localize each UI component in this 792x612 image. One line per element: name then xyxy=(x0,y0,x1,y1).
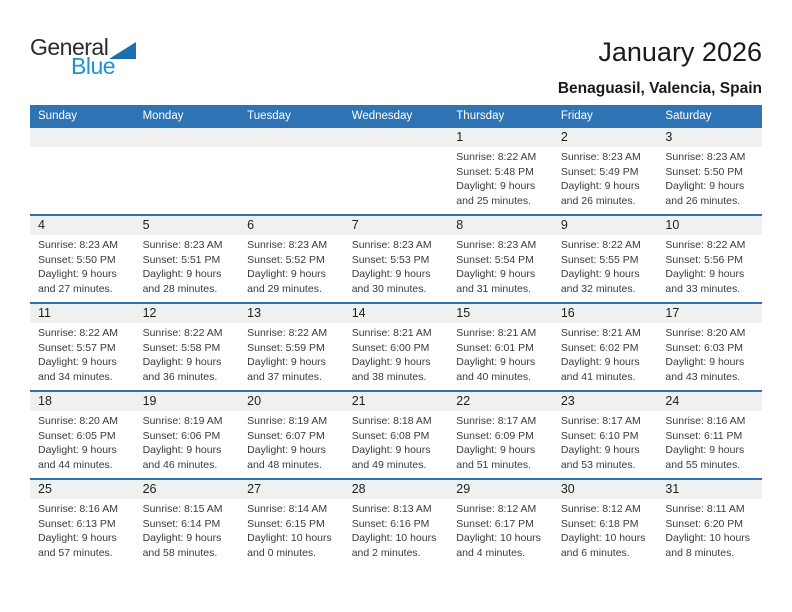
day-daylight-line1: Daylight: 9 hours xyxy=(560,268,640,280)
day-number: 5 xyxy=(135,216,240,235)
day-sunrise: Sunrise: 8:14 AM xyxy=(247,503,328,515)
day-details xyxy=(553,499,658,560)
day-details xyxy=(657,499,762,560)
day-details xyxy=(553,147,658,208)
day-number: 29 xyxy=(448,480,553,499)
day-sunrise: Sunrise: 8:17 AM xyxy=(560,415,641,427)
header-titles xyxy=(558,38,762,98)
day-sunrise: Sunrise: 8:18 AM xyxy=(351,415,432,427)
day-daylight-line1: Daylight: 9 hours xyxy=(38,532,117,544)
day-daylight-line2: and 36 minutes. xyxy=(142,370,218,383)
calendar-day-cell xyxy=(344,304,449,390)
day-daylight-line1: Daylight: 10 hours xyxy=(560,532,646,544)
day-sunrise: Sunrise: 8:19 AM xyxy=(247,415,328,427)
day-details xyxy=(135,235,240,296)
calendar-day-cell xyxy=(657,304,762,390)
day-sunrise: Sunrise: 8:11 AM xyxy=(665,503,745,515)
day-daylight-line1: Daylight: 9 hours xyxy=(665,268,745,280)
day-sunrise: Sunrise: 8:23 AM xyxy=(142,239,223,251)
day-details xyxy=(135,147,240,150)
location-subtitle: Benaguasil, Valencia, Spain xyxy=(557,79,762,97)
day-sunset: Sunset: 6:16 PM xyxy=(351,517,430,530)
day-daylight-line2: and 25 minutes. xyxy=(456,194,531,207)
day-daylight-line2: and 32 minutes. xyxy=(560,282,636,295)
day-number xyxy=(135,128,240,147)
day-daylight-line2: and 43 minutes. xyxy=(665,370,741,383)
day-daylight-line2: and 30 minutes. xyxy=(351,282,427,295)
day-sunset: Sunset: 6:15 PM xyxy=(247,517,325,530)
calendar-day-cell xyxy=(239,304,344,390)
day-sunset: Sunset: 5:49 PM xyxy=(560,165,639,178)
day-details xyxy=(553,411,658,472)
day-daylight-line1: Daylight: 9 hours xyxy=(456,268,536,280)
day-details xyxy=(657,323,762,384)
day-daylight-line2: and 57 minutes. xyxy=(38,546,113,559)
day-number: 26 xyxy=(135,480,240,499)
day-daylight-line2: and 4 minutes. xyxy=(456,546,526,559)
day-daylight-line1: Daylight: 9 hours xyxy=(142,532,222,544)
day-daylight-line2: and 26 minutes. xyxy=(560,194,636,207)
day-daylight-line2: and 28 minutes. xyxy=(142,282,218,295)
day-number: 19 xyxy=(135,392,240,411)
page-title: January 2026 xyxy=(598,37,762,67)
day-sunset: Sunset: 5:50 PM xyxy=(38,253,116,266)
day-sunrise: Sunrise: 8:23 AM xyxy=(665,151,746,163)
day-sunset: Sunset: 5:55 PM xyxy=(560,253,639,266)
day-number: 18 xyxy=(30,392,135,411)
day-daylight-line1: Daylight: 9 hours xyxy=(456,356,536,368)
weekday-saturday: Saturday xyxy=(665,109,712,122)
weekday-thursday: Thursday xyxy=(456,109,505,122)
day-sunrise: Sunrise: 8:17 AM xyxy=(456,415,537,427)
day-daylight-line1: Daylight: 9 hours xyxy=(142,356,222,368)
calendar-day-cell xyxy=(448,480,553,566)
day-number: 12 xyxy=(135,304,240,323)
day-sunrise: Sunrise: 8:16 AM xyxy=(38,503,118,515)
weekday-friday: Friday xyxy=(560,109,593,122)
day-sunrise: Sunrise: 8:22 AM xyxy=(560,239,641,251)
calendar-day-cell xyxy=(657,128,762,214)
day-sunrise: Sunrise: 8:23 AM xyxy=(351,239,432,251)
day-number: 25 xyxy=(30,480,135,499)
day-sunset: Sunset: 6:03 PM xyxy=(665,341,744,354)
day-details xyxy=(448,411,553,472)
calendar-day-cell xyxy=(657,480,762,566)
day-sunset: Sunset: 6:18 PM xyxy=(560,517,639,530)
day-details xyxy=(657,235,762,296)
day-daylight-line2: and 49 minutes. xyxy=(351,458,427,471)
day-sunrise: Sunrise: 8:22 AM xyxy=(247,327,328,339)
calendar-day-cell xyxy=(553,392,658,478)
calendar-empty-cell xyxy=(135,128,240,214)
day-sunset: Sunset: 6:00 PM xyxy=(351,341,430,354)
day-sunrise: Sunrise: 8:19 AM xyxy=(142,415,223,427)
day-daylight-line2: and 8 minutes. xyxy=(665,546,735,559)
day-details xyxy=(344,411,449,472)
day-sunset: Sunset: 6:14 PM xyxy=(142,517,221,530)
calendar-day-cell xyxy=(448,304,553,390)
day-daylight-line1: Daylight: 9 hours xyxy=(38,444,117,456)
day-daylight-line1: Daylight: 9 hours xyxy=(351,356,431,368)
day-sunrise: Sunrise: 8:15 AM xyxy=(142,503,223,515)
day-sunrise: Sunrise: 8:20 AM xyxy=(665,327,746,339)
day-sunset: Sunset: 6:07 PM xyxy=(247,429,325,442)
day-details xyxy=(344,235,449,296)
day-number: 24 xyxy=(657,392,762,411)
day-details xyxy=(135,323,240,384)
day-sunset: Sunset: 5:50 PM xyxy=(665,165,744,178)
calendar-day-cell xyxy=(448,128,553,214)
day-details xyxy=(30,499,135,560)
day-daylight-line2: and 27 minutes. xyxy=(38,282,113,295)
day-details xyxy=(657,147,762,208)
week-row xyxy=(30,214,762,302)
day-daylight-line1: Daylight: 9 hours xyxy=(38,356,117,368)
weeks-container xyxy=(30,126,762,566)
calendar-day-cell xyxy=(135,480,240,566)
day-sunset: Sunset: 5:51 PM xyxy=(142,253,221,266)
day-details xyxy=(30,235,135,296)
day-daylight-line2: and 34 minutes. xyxy=(38,370,113,383)
day-sunrise: Sunrise: 8:12 AM xyxy=(456,503,537,515)
day-daylight-line1: Daylight: 9 hours xyxy=(142,268,222,280)
day-daylight-line2: and 53 minutes. xyxy=(560,458,636,471)
day-number: 3 xyxy=(657,128,762,147)
day-number: 9 xyxy=(553,216,658,235)
day-number: 8 xyxy=(448,216,553,235)
calendar-day-cell xyxy=(553,216,658,302)
day-daylight-line1: Daylight: 9 hours xyxy=(38,268,117,280)
general-blue-logo xyxy=(30,36,160,78)
day-details xyxy=(135,411,240,472)
day-number: 1 xyxy=(448,128,553,147)
calendar-day-cell xyxy=(30,216,135,302)
day-number xyxy=(30,128,135,147)
day-number: 16 xyxy=(553,304,658,323)
day-details xyxy=(239,411,344,472)
calendar-day-cell xyxy=(135,392,240,478)
day-number: 27 xyxy=(239,480,344,499)
day-number xyxy=(344,128,449,147)
day-daylight-line2: and 55 minutes. xyxy=(665,458,741,471)
calendar-table xyxy=(30,105,762,566)
day-daylight-line2: and 37 minutes. xyxy=(247,370,322,383)
day-daylight-line2: and 6 minutes. xyxy=(560,546,630,559)
day-number: 20 xyxy=(239,392,344,411)
day-sunset: Sunset: 6:02 PM xyxy=(560,341,639,354)
calendar-day-cell xyxy=(30,392,135,478)
day-sunset: Sunset: 6:17 PM xyxy=(456,517,534,530)
day-sunrise: Sunrise: 8:22 AM xyxy=(38,327,118,339)
day-sunset: Sunset: 5:52 PM xyxy=(247,253,325,266)
weekday-sunday: Sunday xyxy=(38,109,78,122)
day-daylight-line1: Daylight: 9 hours xyxy=(456,444,536,456)
day-daylight-line1: Daylight: 9 hours xyxy=(247,268,326,280)
day-sunset: Sunset: 5:48 PM xyxy=(456,165,534,178)
day-number: 28 xyxy=(344,480,449,499)
day-details xyxy=(553,235,658,296)
day-number xyxy=(239,128,344,147)
day-sunrise: Sunrise: 8:23 AM xyxy=(38,239,118,251)
day-sunset: Sunset: 6:06 PM xyxy=(142,429,221,442)
day-sunrise: Sunrise: 8:23 AM xyxy=(247,239,328,251)
day-details xyxy=(239,499,344,560)
weekday-monday: Monday xyxy=(142,109,184,122)
day-details xyxy=(239,323,344,384)
day-daylight-line2: and 58 minutes. xyxy=(142,546,218,559)
day-sunrise: Sunrise: 8:16 AM xyxy=(665,415,746,427)
day-daylight-line1: Daylight: 10 hours xyxy=(665,532,751,544)
day-sunset: Sunset: 6:20 PM xyxy=(665,517,744,530)
day-sunset: Sunset: 6:10 PM xyxy=(560,429,639,442)
day-details xyxy=(344,499,449,560)
day-sunset: Sunset: 6:01 PM xyxy=(456,341,534,354)
day-daylight-line2: and 26 minutes. xyxy=(665,194,741,207)
day-daylight-line1: Daylight: 9 hours xyxy=(560,356,640,368)
day-daylight-line2: and 33 minutes. xyxy=(665,282,741,295)
day-sunrise: Sunrise: 8:22 AM xyxy=(456,151,537,163)
day-details xyxy=(344,323,449,384)
week-row xyxy=(30,390,762,478)
logo-text-general: General xyxy=(30,34,109,60)
day-sunset: Sunset: 5:53 PM xyxy=(351,253,430,266)
day-details xyxy=(30,411,135,472)
calendar-day-cell xyxy=(553,128,658,214)
day-number: 4 xyxy=(30,216,135,235)
day-number: 31 xyxy=(657,480,762,499)
day-daylight-line2: and 46 minutes. xyxy=(142,458,218,471)
day-sunset: Sunset: 6:05 PM xyxy=(38,429,116,442)
week-row xyxy=(30,126,762,214)
day-number: 11 xyxy=(30,304,135,323)
weekday-tuesday: Tuesday xyxy=(247,109,291,122)
calendar-day-cell xyxy=(448,216,553,302)
calendar-day-cell xyxy=(239,480,344,566)
calendar-day-cell xyxy=(448,392,553,478)
day-daylight-line1: Daylight: 9 hours xyxy=(247,356,326,368)
calendar-day-cell xyxy=(344,392,449,478)
day-number: 13 xyxy=(239,304,344,323)
day-details xyxy=(135,499,240,560)
day-sunset: Sunset: 5:54 PM xyxy=(456,253,534,266)
day-number: 7 xyxy=(344,216,449,235)
calendar-day-cell xyxy=(30,304,135,390)
day-daylight-line1: Daylight: 9 hours xyxy=(456,180,536,192)
calendar-day-cell xyxy=(657,392,762,478)
day-daylight-line2: and 41 minutes. xyxy=(560,370,636,383)
day-details xyxy=(448,323,553,384)
day-details xyxy=(448,235,553,296)
day-daylight-line2: and 44 minutes. xyxy=(38,458,113,471)
day-sunrise: Sunrise: 8:23 AM xyxy=(456,239,537,251)
day-daylight-line1: Daylight: 10 hours xyxy=(456,532,541,544)
day-daylight-line2: and 40 minutes. xyxy=(456,370,531,383)
day-daylight-line1: Daylight: 10 hours xyxy=(247,532,332,544)
day-daylight-line1: Daylight: 9 hours xyxy=(665,356,745,368)
day-daylight-line2: and 0 minutes. xyxy=(247,546,317,559)
day-number: 2 xyxy=(553,128,658,147)
day-daylight-line2: and 2 minutes. xyxy=(351,546,421,559)
day-number: 22 xyxy=(448,392,553,411)
day-sunset: Sunset: 5:57 PM xyxy=(38,341,116,354)
calendar-day-cell xyxy=(344,216,449,302)
day-details xyxy=(448,499,553,560)
day-sunrise: Sunrise: 8:12 AM xyxy=(560,503,641,515)
calendar-day-cell xyxy=(657,216,762,302)
day-daylight-line2: and 38 minutes. xyxy=(351,370,427,383)
day-details xyxy=(30,323,135,384)
day-sunset: Sunset: 5:59 PM xyxy=(247,341,325,354)
day-daylight-line1: Daylight: 9 hours xyxy=(351,268,431,280)
day-daylight-line1: Daylight: 9 hours xyxy=(560,180,640,192)
day-sunrise: Sunrise: 8:21 AM xyxy=(351,327,432,339)
day-daylight-line1: Daylight: 9 hours xyxy=(665,180,745,192)
day-number: 6 xyxy=(239,216,344,235)
day-details xyxy=(553,323,658,384)
weekday-header-row xyxy=(30,105,762,126)
day-number: 30 xyxy=(553,480,658,499)
day-sunset: Sunset: 6:08 PM xyxy=(351,429,430,442)
calendar-day-cell xyxy=(30,480,135,566)
day-sunset: Sunset: 6:09 PM xyxy=(456,429,534,442)
day-daylight-line1: Daylight: 9 hours xyxy=(665,444,745,456)
calendar-empty-cell xyxy=(344,128,449,214)
day-daylight-line2: and 29 minutes. xyxy=(247,282,322,295)
day-sunset: Sunset: 6:11 PM xyxy=(665,429,743,442)
weekday-wednesday: Wednesday xyxy=(351,109,413,122)
day-details xyxy=(344,147,449,150)
day-sunrise: Sunrise: 8:13 AM xyxy=(351,503,432,515)
day-daylight-line2: and 31 minutes. xyxy=(456,282,531,295)
day-sunrise: Sunrise: 8:22 AM xyxy=(665,239,746,251)
day-number: 17 xyxy=(657,304,762,323)
day-details xyxy=(448,147,553,208)
calendar-day-cell xyxy=(344,480,449,566)
day-sunset: Sunset: 5:58 PM xyxy=(142,341,221,354)
day-daylight-line1: Daylight: 9 hours xyxy=(351,444,431,456)
day-sunrise: Sunrise: 8:21 AM xyxy=(456,327,537,339)
calendar-empty-cell xyxy=(239,128,344,214)
day-details xyxy=(30,147,135,150)
day-daylight-line2: and 51 minutes. xyxy=(456,458,531,471)
calendar-day-cell xyxy=(239,216,344,302)
week-row xyxy=(30,478,762,566)
day-details xyxy=(657,411,762,472)
day-number: 15 xyxy=(448,304,553,323)
day-number: 14 xyxy=(344,304,449,323)
week-row xyxy=(30,302,762,390)
day-details xyxy=(239,235,344,296)
day-daylight-line1: Daylight: 9 hours xyxy=(142,444,222,456)
day-sunset: Sunset: 6:13 PM xyxy=(38,517,116,530)
day-daylight-line1: Daylight: 9 hours xyxy=(247,444,326,456)
day-sunrise: Sunrise: 8:21 AM xyxy=(560,327,641,339)
day-sunrise: Sunrise: 8:22 AM xyxy=(142,327,223,339)
day-sunrise: Sunrise: 8:20 AM xyxy=(38,415,118,427)
calendar-empty-cell xyxy=(30,128,135,214)
day-daylight-line2: and 48 minutes. xyxy=(247,458,322,471)
calendar-day-cell xyxy=(239,392,344,478)
day-daylight-line1: Daylight: 10 hours xyxy=(351,532,437,544)
day-number: 10 xyxy=(657,216,762,235)
day-daylight-line1: Daylight: 9 hours xyxy=(560,444,640,456)
logo-text-blue: Blue xyxy=(71,53,116,79)
day-details xyxy=(239,147,344,150)
day-sunset: Sunset: 5:56 PM xyxy=(665,253,744,266)
day-sunrise: Sunrise: 8:23 AM xyxy=(560,151,641,163)
calendar-day-cell xyxy=(553,304,658,390)
calendar-day-cell xyxy=(553,480,658,566)
day-number: 23 xyxy=(553,392,658,411)
calendar-day-cell xyxy=(135,216,240,302)
day-number: 21 xyxy=(344,392,449,411)
calendar-day-cell xyxy=(135,304,240,390)
